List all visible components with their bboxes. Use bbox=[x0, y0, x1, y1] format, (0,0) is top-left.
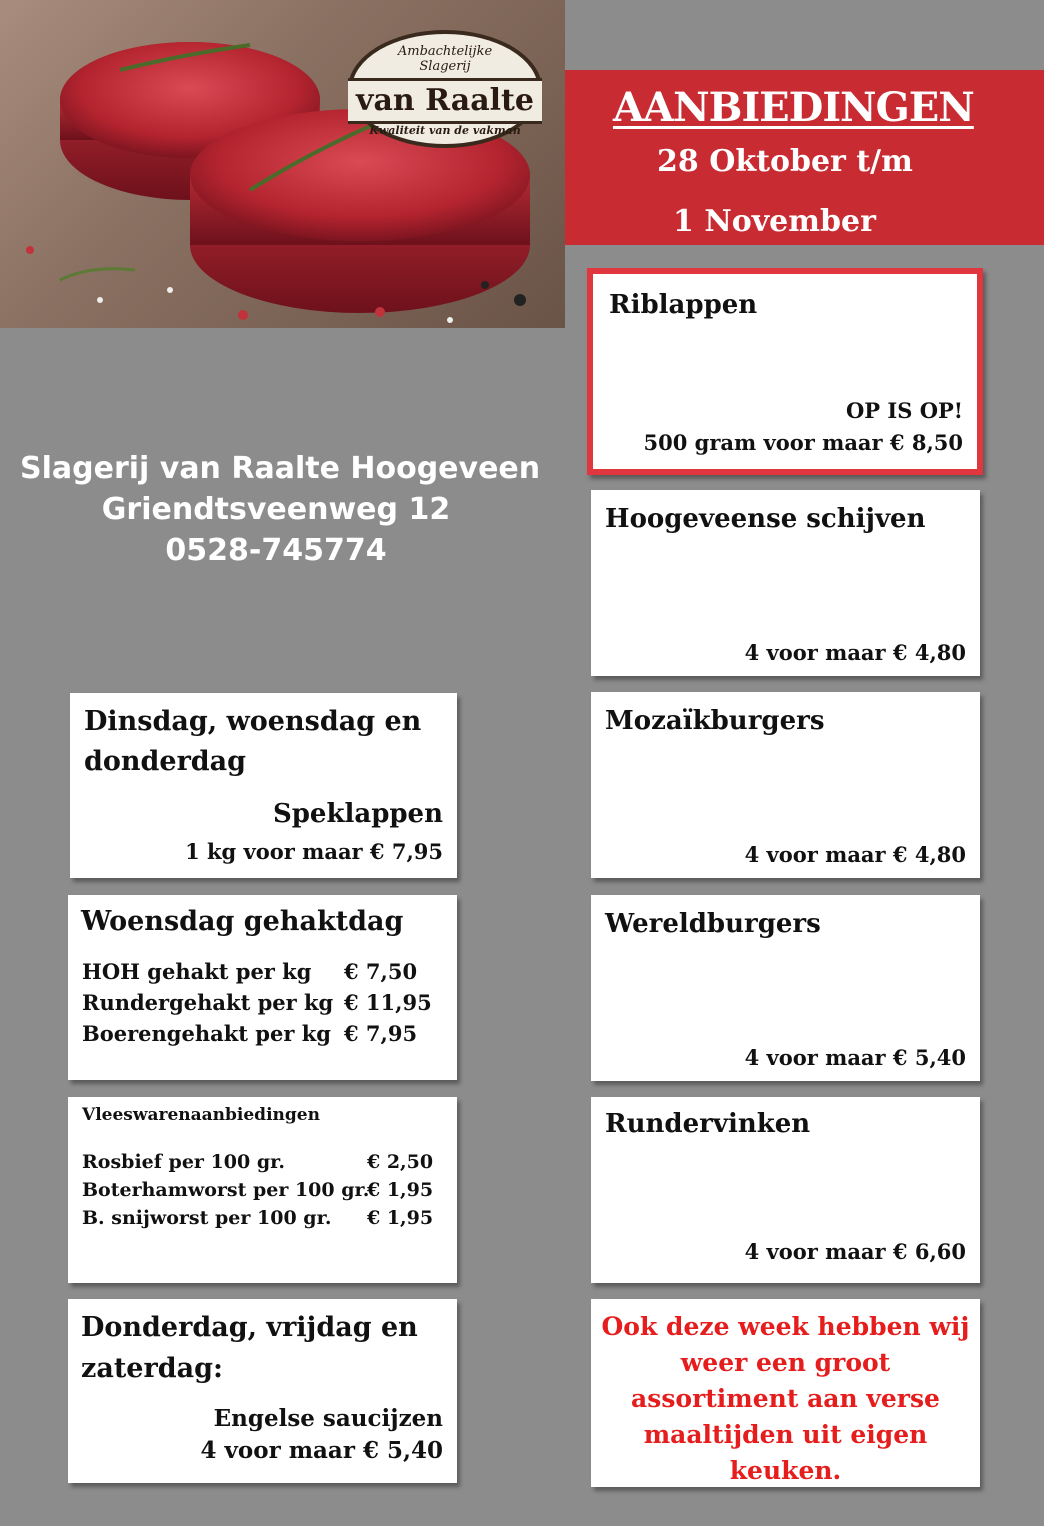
vleeswaren-item-name: Rosbief per 100 gr. bbox=[82, 1151, 285, 1173]
offer-days-line-2: donderdag bbox=[84, 746, 247, 777]
gehakt-item-name: Rundergehakt per kg bbox=[82, 990, 334, 1015]
vleeswaren-item-price: € 1,95 bbox=[367, 1207, 434, 1229]
offer-days-line-1: Dinsdag, woensdag en bbox=[84, 706, 422, 737]
offer-card-riblappen bbox=[587, 268, 983, 475]
vleeswaren-row bbox=[82, 1151, 434, 1173]
vleeswaren-item-name: B. snijworst per 100 gr. bbox=[82, 1207, 332, 1229]
gehakt-row bbox=[82, 990, 432, 1015]
gehakt-item-price: € 11,95 bbox=[344, 990, 432, 1015]
offer-card-mozaikburgers bbox=[591, 692, 980, 878]
offer-product: Speklappen bbox=[272, 799, 443, 829]
shop-info bbox=[20, 448, 541, 571]
offer-card-wereldburgers bbox=[591, 895, 980, 1081]
shop-address: Griendtsveenweg 12 bbox=[101, 492, 451, 527]
promo-line: assortiment aan verse bbox=[631, 1384, 940, 1413]
offer-price: 4 voor maar € 4,80 bbox=[744, 640, 966, 665]
logo-tagline: Kwaliteit van de vakman bbox=[369, 124, 521, 137]
shop-logo bbox=[348, 30, 542, 148]
offer-card-hoogeveense-schijven bbox=[591, 490, 980, 676]
offer-title: Rundervinken bbox=[605, 1109, 811, 1139]
logo-name: van Raalte bbox=[348, 78, 542, 124]
offer-price: 1 kg voor maar € 7,95 bbox=[185, 839, 443, 864]
gehakt-title: Woensdag gehaktdag bbox=[81, 906, 404, 937]
logo-line-2: Slagerij bbox=[419, 59, 471, 74]
offer-card-saucijzen bbox=[68, 1299, 457, 1483]
weekend-title-line-2: zaterdag: bbox=[81, 1353, 223, 1384]
vleeswaren-row bbox=[82, 1207, 434, 1229]
banner-date-from: 28 Oktober t/m bbox=[657, 144, 913, 179]
offer-price: 4 voor maar € 4,80 bbox=[744, 842, 966, 867]
offer-note: OP IS OP! bbox=[846, 398, 963, 423]
shop-name: Slagerij van Raalte Hoogeveen bbox=[20, 451, 541, 486]
promo-line: maaltijden uit eigen bbox=[643, 1420, 928, 1449]
offer-card-speklappen bbox=[70, 693, 457, 878]
offer-price: 4 voor maar € 6,60 bbox=[744, 1239, 966, 1264]
hero-photo bbox=[0, 0, 565, 328]
shop-phone: 0528-745774 bbox=[165, 533, 387, 568]
gehakt-row bbox=[82, 1021, 418, 1046]
offer-title: Riblappen bbox=[609, 290, 758, 320]
offer-card-vleeswaren bbox=[68, 1097, 457, 1283]
weekend-title-line-1: Donderdag, vrijdag en bbox=[81, 1312, 418, 1343]
promo-line: weer een groot bbox=[680, 1348, 891, 1377]
gehakt-row bbox=[82, 959, 418, 984]
gehakt-item-price: € 7,50 bbox=[344, 959, 418, 984]
offer-title: Wereldburgers bbox=[605, 909, 821, 939]
offer-title: Hoogeveense schijven bbox=[605, 504, 926, 534]
gehakt-item-name: HOH gehakt per kg bbox=[82, 959, 312, 984]
gehakt-item-price: € 7,95 bbox=[344, 1021, 418, 1046]
promo-text bbox=[591, 1309, 980, 1489]
vleeswaren-row bbox=[82, 1179, 434, 1201]
vleeswaren-item-name: Boterhamworst per 100 gr. bbox=[82, 1179, 370, 1201]
offer-product: Engelse saucijzen bbox=[213, 1405, 443, 1432]
offer-price: 4 voor maar € 5,40 bbox=[200, 1437, 443, 1464]
logo-line-1: Ambachtelijke bbox=[397, 44, 493, 59]
banner-date-to: 1 November bbox=[673, 204, 876, 239]
gehakt-item-name: Boerengehakt per kg bbox=[82, 1021, 331, 1046]
promo-line: keuken. bbox=[729, 1456, 842, 1485]
vleeswaren-title: Vleeswarenaanbiedingen bbox=[82, 1105, 320, 1125]
offer-card-gehaktdag bbox=[68, 895, 457, 1080]
vleeswaren-item-price: € 1,95 bbox=[367, 1179, 434, 1201]
promo-line: Ook deze week hebben wij bbox=[601, 1312, 970, 1341]
banner-title: AANBIEDINGEN bbox=[613, 84, 974, 131]
offer-card-rundervinken bbox=[591, 1097, 980, 1283]
offer-price: 4 voor maar € 5,40 bbox=[744, 1045, 966, 1070]
vleeswaren-item-price: € 2,50 bbox=[367, 1151, 434, 1173]
promo-card bbox=[591, 1299, 980, 1487]
offer-title: Mozaïkburgers bbox=[605, 706, 825, 736]
offers-banner bbox=[565, 70, 1044, 245]
offer-price: 500 gram voor maar € 8,50 bbox=[643, 430, 963, 455]
